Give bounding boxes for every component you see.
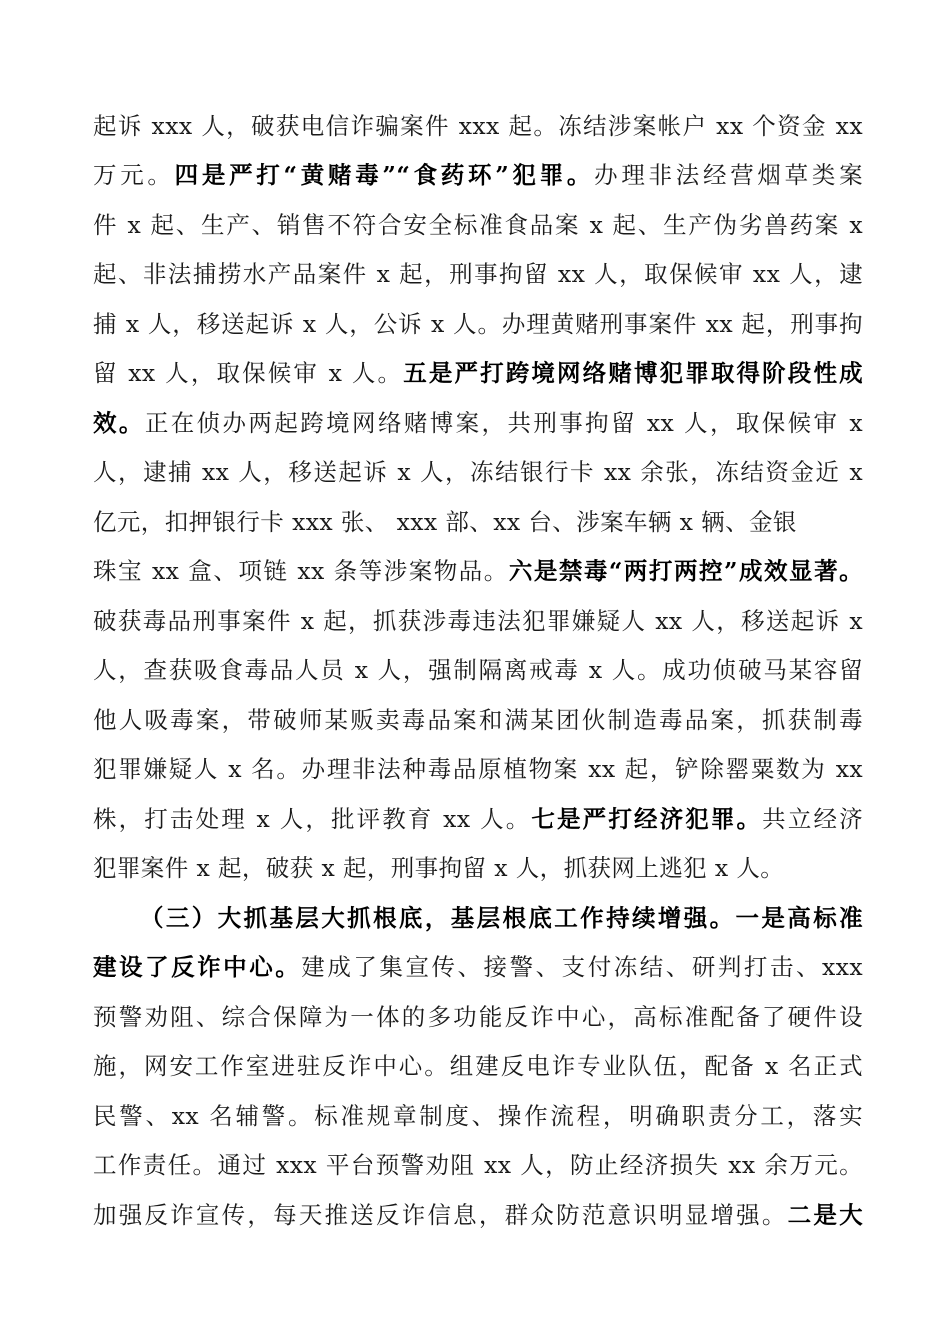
bold-heading-text: 七是严打经济犯罪。 [531, 805, 763, 833]
body-text: 起诉 xxx 人，破获电信诈骗案件 xxx 起。冻结涉案帐户 xx 个资金 xx [93, 112, 863, 140]
bold-heading-text: 六是禁毒“两打两控”成效显著。 [508, 557, 863, 585]
bold-heading-text: 四是严打“黄赌毒”“食药环”犯罪。 [174, 161, 595, 189]
text-line [93, 1195, 863, 1235]
text-line [93, 650, 863, 690]
body-text: 施，网安工作室进驻反诈中心。组建反电诈专业队伍，配备 x 名正式 [93, 1052, 863, 1080]
body-text: 件 x 起、生产、销售不符合安全标准食品案 x 起、生产伪劣兽药案 x [93, 211, 863, 239]
text-line [93, 700, 863, 740]
text-line [93, 997, 863, 1037]
text-line [93, 502, 863, 542]
text-line [93, 848, 863, 888]
bold-heading-text: 二是大 [787, 1201, 863, 1229]
body-text: 株，打击处理 x 人，批评教育 xx 人。 [93, 805, 532, 833]
text-line [93, 1046, 863, 1086]
text-line [93, 1145, 863, 1185]
text-line [93, 947, 863, 987]
body-text: 亿元，扣押银行卡 xxx 张、 xxx 部、xx 台、涉案车辆 x 辆、金银 [93, 508, 797, 536]
text-line [93, 601, 863, 641]
bold-heading-text: 建设了反诈中心。 [93, 953, 302, 981]
body-text: 预警劝阻、综合保障为一体的多功能反诈中心，高标准配备了硬件设 [93, 1003, 863, 1031]
body-text: 起、非法捕捞水产品案件 x 起，刑事拘留 xx 人，取保候审 xx 人，逮 [93, 260, 863, 288]
body-text: 留 xx 人，取保候审 x 人。 [93, 359, 404, 387]
text-line [93, 749, 863, 789]
text-line [93, 403, 863, 443]
body-text: 共立经济 [762, 805, 863, 833]
text-line [93, 353, 863, 393]
text-line [93, 799, 863, 839]
bold-heading-text: （三）大抓基层大抓根底，基层根底工作持续增强。一是高标准 [140, 904, 863, 932]
text-line [93, 254, 863, 294]
text-line [93, 304, 863, 344]
bold-heading-text: 五是严打跨境网络赌博犯罪取得阶段性成 [403, 359, 863, 387]
section-heading-line [140, 898, 863, 938]
body-text: 犯罪案件 x 起，破获 x 起，刑事拘留 x 人，抓获网上逃犯 x 人。 [93, 854, 785, 882]
body-text: 珠宝 xx 盒、项链 xx 条等涉案物品。 [93, 557, 509, 585]
body-text: 民警、xx 名辅警。标准规章制度、操作流程，明确职责分工，落实 [93, 1102, 863, 1130]
text-line [93, 452, 863, 492]
text-line [93, 1096, 863, 1136]
text-line [93, 106, 863, 146]
body-text: 犯罪嫌疑人 x 名。办理非法种毒品原植物案 xx 起，铲除罂粟数为 xx [93, 755, 863, 783]
body-text: 办理非法经营烟草类案 [594, 161, 863, 189]
body-text: 他人吸毒案，带破师某贩卖毒品案和满某团伙制造毒品案，抓获制毒 [93, 706, 863, 734]
body-text: 万元。 [93, 161, 175, 189]
body-text: 工作责任。通过 xxx 平台预警劝阻 xx 人，防止经济损失 xx 余万元。 [93, 1151, 863, 1179]
body-text: 人，查获吸食毒品人员 x 人，强制隔离戒毒 x 人。成功侦破马某容留 [93, 656, 863, 684]
body-text: 加强反诈宣传，每天推送反诈信息，群众防范意识明显增强。 [93, 1201, 788, 1229]
text-line [93, 205, 863, 245]
body-text: 破获毒品刑事案件 x 起，抓获涉毒违法犯罪嫌疑人 xx 人，移送起诉 x [93, 607, 863, 635]
body-text: 正在侦办两起跨境网络赌博案，共刑事拘留 xx 人，取保候审 x [144, 409, 863, 437]
body-text: 建成了集宣传、接警、支付冻结、研判打击、xxx [301, 953, 863, 981]
text-line [93, 155, 863, 195]
text-line [93, 551, 863, 591]
body-text: 捕 x 人，移送起诉 x 人，公诉 x 人。办理黄赌刑事案件 xx 起，刑事拘 [93, 310, 863, 338]
body-text: 人，逮捕 xx 人，移送起诉 x 人，冻结银行卡 xx 余张，冻结资金近 x [93, 458, 863, 486]
bold-heading-text: 效。 [93, 409, 145, 437]
